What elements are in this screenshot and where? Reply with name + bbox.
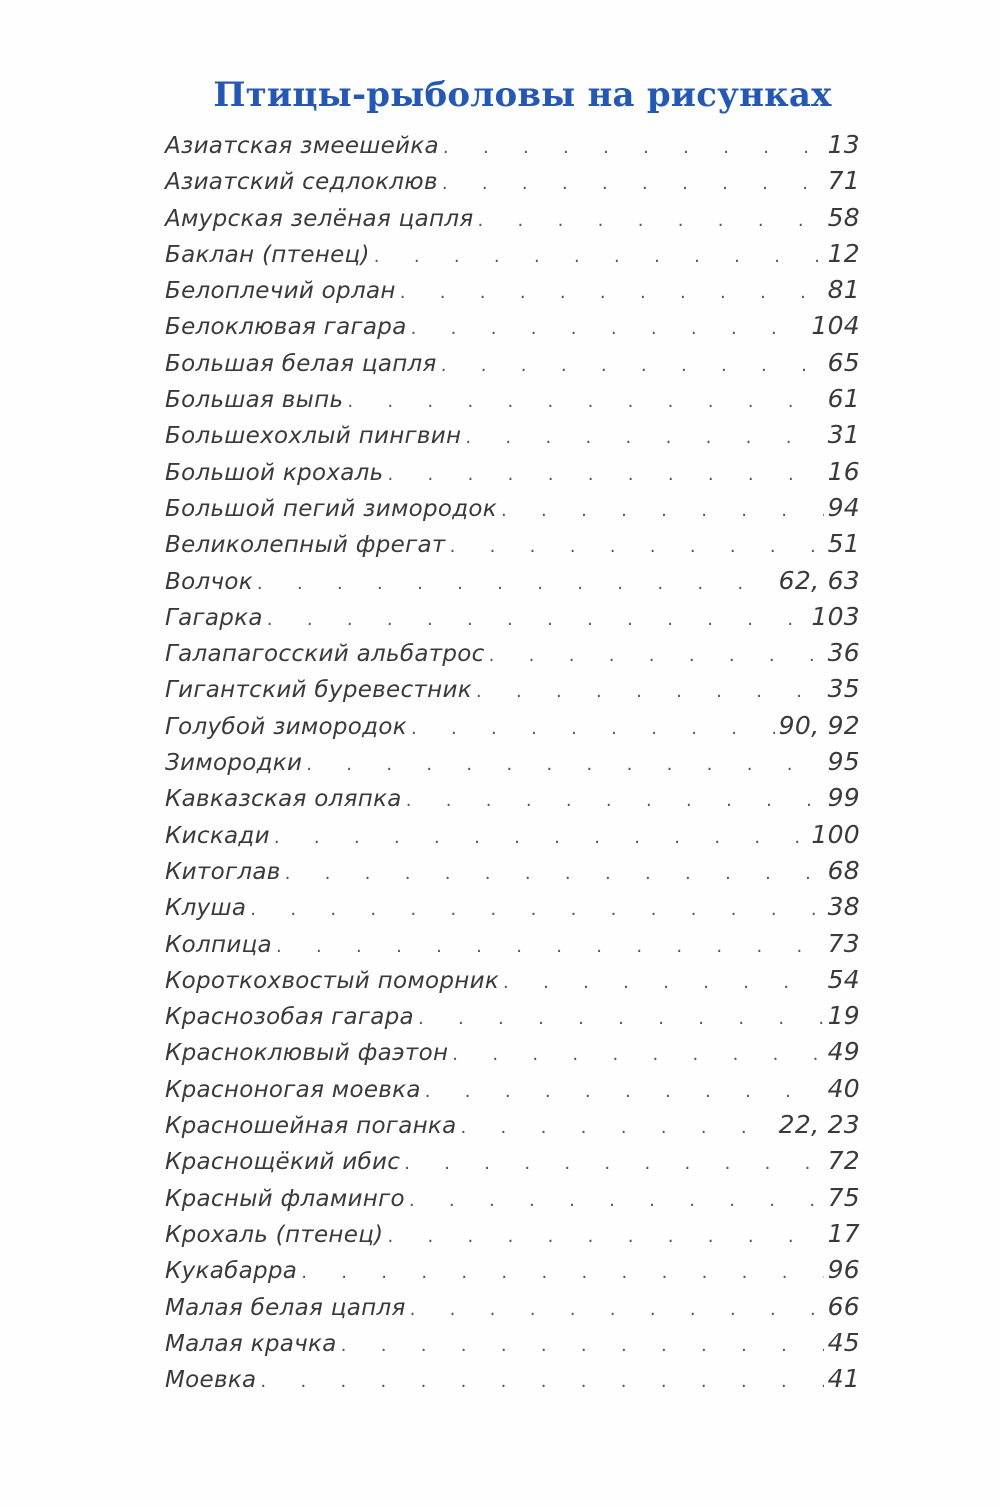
dot-leader xyxy=(388,457,824,493)
dot-leader xyxy=(347,384,823,420)
dot-leader xyxy=(450,529,824,565)
entry-page-number: 38 xyxy=(827,892,860,922)
entry-page-number: 45 xyxy=(827,1327,860,1357)
entry-name: Краснозобая гагара xyxy=(165,1004,414,1031)
dot-leader xyxy=(301,1255,823,1291)
dot-leader xyxy=(418,1001,824,1037)
entry-page-number: 94 xyxy=(827,492,860,522)
index-entry xyxy=(165,417,860,453)
dot-leader xyxy=(441,348,824,384)
index-entry xyxy=(165,1325,860,1361)
dot-leader xyxy=(476,674,824,710)
entry-name: Красношейная поганка xyxy=(165,1113,457,1140)
entry-name: Голубой зимородок xyxy=(165,713,407,740)
entry-page-number: 35 xyxy=(827,674,860,704)
index-entry xyxy=(165,345,860,381)
dot-leader xyxy=(260,1364,823,1400)
entry-page-number: 19 xyxy=(827,1001,860,1031)
page-title: Птицы-рыболовы на рисунках xyxy=(213,74,832,115)
dot-leader xyxy=(411,311,808,347)
entry-page-number: 65 xyxy=(827,347,860,377)
index-entry xyxy=(165,708,860,744)
index-entry xyxy=(165,671,860,707)
index-entry xyxy=(165,635,860,671)
dot-leader xyxy=(461,1110,775,1146)
dot-leader xyxy=(442,166,824,202)
entry-page-number: 12 xyxy=(827,238,860,268)
dot-leader xyxy=(285,856,824,892)
entry-name: Кискади xyxy=(165,822,270,849)
entry-name: Крохаль (птенец) xyxy=(165,1221,384,1248)
entry-name: Волчок xyxy=(165,568,253,595)
index-entry xyxy=(165,454,860,490)
entry-name: Гагарка xyxy=(165,604,263,631)
entry-page-number: 41 xyxy=(827,1364,860,1394)
index-entry xyxy=(165,200,860,236)
entry-page-number: 96 xyxy=(827,1255,860,1285)
entry-name: Галапагосский альбатрос xyxy=(165,641,485,668)
index-entry xyxy=(165,780,860,816)
index-entry xyxy=(165,1071,860,1107)
entry-page-number: 62, 63 xyxy=(778,565,860,595)
entry-name: Короткохвостый поморник xyxy=(165,967,500,994)
entry-name: Колпица xyxy=(165,931,272,958)
dot-leader xyxy=(503,965,824,1001)
entry-name: Большехохлый пингвин xyxy=(165,423,462,450)
entry-page-number: 49 xyxy=(827,1037,860,1067)
entry-name: Большая белая цапля xyxy=(165,350,437,377)
entry-page-number: 103 xyxy=(811,601,860,631)
entry-page-number: 68 xyxy=(827,855,860,885)
entry-page-number: 72 xyxy=(827,1146,860,1176)
dot-leader xyxy=(257,566,775,602)
entry-page-number: 54 xyxy=(827,964,860,994)
index-entry xyxy=(165,998,860,1034)
dot-leader xyxy=(406,783,824,819)
index-entry xyxy=(165,1252,860,1288)
dot-leader xyxy=(478,203,824,239)
index-entry xyxy=(165,1143,860,1179)
entry-name: Азиатский седлоклюв xyxy=(165,169,438,196)
index-entry xyxy=(165,1107,860,1143)
entry-page-number: 58 xyxy=(827,202,860,232)
entry-name: Краснощёкий ибис xyxy=(165,1149,401,1176)
entry-page-number: 99 xyxy=(827,783,860,813)
entry-page-number: 75 xyxy=(827,1182,860,1212)
entry-name: Зимородки xyxy=(165,750,303,777)
entry-page-number: 95 xyxy=(827,747,860,777)
entry-page-number: 71 xyxy=(827,166,860,196)
entry-page-number: 17 xyxy=(827,1218,860,1248)
entry-page-number: 100 xyxy=(811,819,860,849)
entry-page-number: 51 xyxy=(827,529,860,559)
entry-name: Баклан (птенец) xyxy=(165,241,370,268)
index-entry xyxy=(165,127,860,163)
dot-leader xyxy=(404,1146,823,1182)
dot-leader xyxy=(267,602,808,638)
entry-name: Красноклювый фаэтон xyxy=(165,1040,449,1067)
index-entry xyxy=(165,1216,860,1252)
entry-page-number: 73 xyxy=(827,928,860,958)
dot-leader xyxy=(341,1328,824,1364)
entry-name: Малая белая цапля xyxy=(165,1294,406,1321)
index-entry xyxy=(165,1361,860,1397)
entry-page-number: 22, 23 xyxy=(778,1110,860,1140)
dot-leader xyxy=(501,493,824,529)
entry-page-number: 104 xyxy=(811,311,860,341)
index-entry xyxy=(165,889,860,925)
index-entry xyxy=(165,853,860,889)
index-entry xyxy=(165,1034,860,1070)
entry-name: Кавказская оляпка xyxy=(165,786,402,813)
index-entry xyxy=(165,526,860,562)
entry-name: Большая выпь xyxy=(165,387,344,414)
dot-leader xyxy=(274,820,808,856)
entry-page-number: 90, 92 xyxy=(778,710,860,740)
dot-leader xyxy=(489,638,824,674)
index-list xyxy=(165,127,860,1397)
dot-leader xyxy=(306,747,823,783)
entry-name: Белоклювая гагара xyxy=(165,314,407,341)
entry-name: Белоплечий орлан xyxy=(165,278,396,305)
dot-leader xyxy=(387,1219,823,1255)
entry-page-number: 66 xyxy=(827,1291,860,1321)
entry-page-number: 40 xyxy=(827,1073,860,1103)
index-entry xyxy=(165,744,860,780)
index-entry xyxy=(165,1180,860,1216)
entry-name: Большой крохаль xyxy=(165,459,384,486)
index-entry xyxy=(165,272,860,308)
entry-page-number: 61 xyxy=(827,384,860,414)
dot-leader xyxy=(410,1292,824,1328)
entry-name: Моевка xyxy=(165,1367,257,1394)
index-entry xyxy=(165,817,860,853)
dot-leader xyxy=(400,275,824,311)
entry-name: Красноногая моевка xyxy=(165,1076,421,1103)
index-entry xyxy=(165,599,860,635)
dot-leader xyxy=(411,711,775,747)
index-entry xyxy=(165,563,860,599)
entry-name: Великолепный фрегат xyxy=(165,532,446,559)
entry-page-number: 16 xyxy=(827,456,860,486)
index-entry xyxy=(165,308,860,344)
entry-page-number: 13 xyxy=(827,130,860,159)
entry-name: Кукабарра xyxy=(165,1258,298,1285)
index-entry xyxy=(165,381,860,417)
entry-name: Красный фламинго xyxy=(165,1185,405,1212)
entry-name: Малая крачка xyxy=(165,1330,337,1357)
dot-leader xyxy=(465,420,823,456)
entry-name: Амурская зелёная цапля xyxy=(165,205,474,232)
dot-leader xyxy=(425,1074,824,1110)
index-entry xyxy=(165,163,860,199)
index-entry xyxy=(165,926,860,962)
entry-page-number: 36 xyxy=(827,638,860,668)
entry-name: Гигантский буревестник xyxy=(165,677,472,704)
entry-page-number: 31 xyxy=(827,420,860,450)
entry-name: Азиатская змеешейка xyxy=(165,133,439,159)
dot-leader xyxy=(409,1183,824,1219)
dot-leader xyxy=(250,892,823,928)
entry-name: Большой пегий зимородок xyxy=(165,495,497,522)
entry-name: Китоглав xyxy=(165,858,281,885)
entry-page-number: 81 xyxy=(827,275,860,305)
dot-leader xyxy=(374,239,824,275)
dot-leader xyxy=(276,929,824,965)
index-entry xyxy=(165,236,860,272)
dot-leader xyxy=(452,1037,823,1073)
index-entry xyxy=(165,1289,860,1325)
entry-name: Клуша xyxy=(165,895,247,922)
index-entry xyxy=(165,962,860,998)
dot-leader xyxy=(443,130,824,166)
index-entry xyxy=(165,490,860,526)
